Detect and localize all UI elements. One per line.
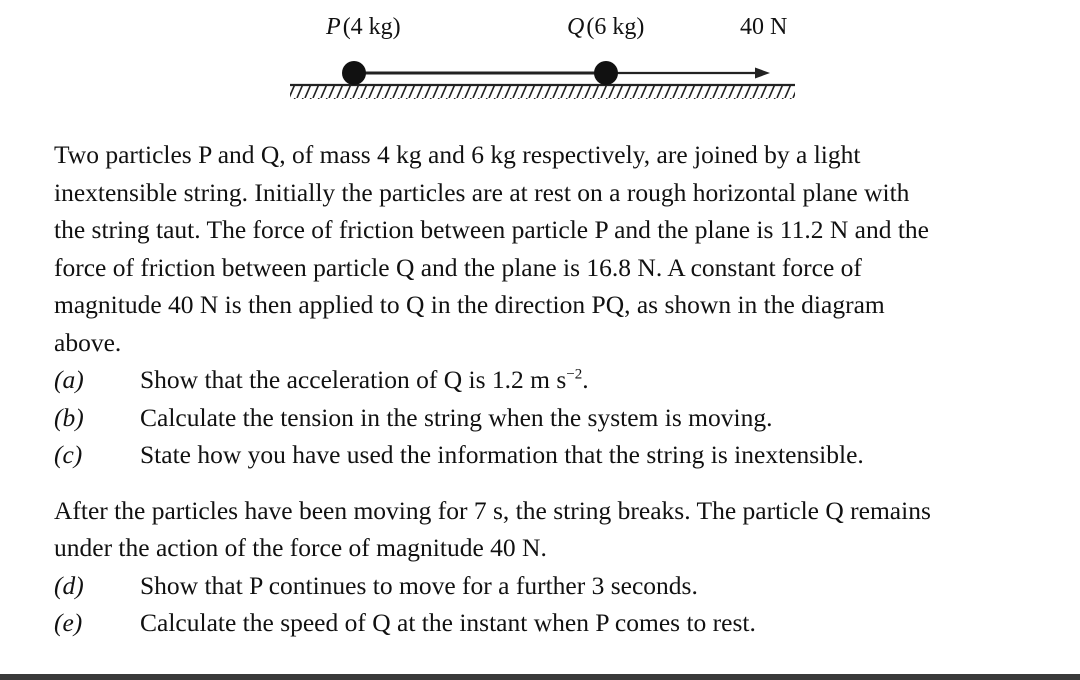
after-line: After the particles have been moving for 7 s, the string breaks. The particle Q remains	[54, 495, 931, 525]
part-text: Calculate the tension in the string when the system is moving.	[140, 402, 773, 432]
part-a	[54, 361, 1054, 399]
after-line: under the action of the force of magnitude 40 N.	[54, 533, 547, 562]
part-text: Show that P continues to move for a further 3 seconds.	[140, 570, 698, 600]
part-d	[54, 567, 1054, 605]
particle-p	[342, 61, 366, 85]
part-a-main: Show that the acceleration of Q is 1.2 m s	[140, 365, 567, 394]
particle-q-name: Q	[567, 14, 585, 40]
bottom-border	[0, 674, 1080, 680]
part-text: State how you have used the information that the string is inextensible.	[140, 440, 864, 469]
particle-p-name: P	[326, 14, 341, 40]
force-arrow-head	[755, 68, 770, 79]
particle-q	[594, 61, 618, 85]
intro-line: magnitude 40 N is then applied to Q in the direction PQ, as shown in the diagram	[54, 290, 885, 319]
after-paragraph	[54, 492, 1054, 567]
part-text	[140, 361, 1054, 399]
part-label: (c)	[54, 440, 83, 469]
force-label: 40 N	[740, 14, 788, 40]
part-b	[54, 399, 1054, 437]
part-label: (d)	[54, 570, 84, 600]
particle-p-mass: (4 kg)	[342, 14, 401, 40]
diagram-svg	[0, 0, 1080, 120]
particle-q-mass: (6 kg)	[586, 14, 645, 40]
intro-line: the string taut. The force of friction between particle P and the plane is 11.2 N and the	[54, 215, 929, 244]
part-label: (a)	[54, 365, 84, 394]
intro-paragraph	[54, 136, 1054, 361]
part-e	[54, 604, 1054, 642]
part-text: Calculate the speed of Q at the instant when P comes to rest.	[140, 608, 756, 637]
part-label: (e)	[54, 608, 83, 637]
unit-exponent: −2	[566, 366, 583, 383]
ground-hatch	[290, 85, 795, 99]
diagram	[0, 0, 1080, 120]
intro-line: Two particles P and Q, of mass 4 kg and 6 kg respectively, are joined by a light	[54, 140, 861, 169]
question-text	[54, 136, 1054, 642]
part-c	[54, 436, 1054, 474]
part-label: (b)	[54, 402, 84, 432]
intro-line: inextensible string. Initially the particles are at rest on a rough horizontal plane with	[54, 177, 910, 207]
part-a-tail: .	[582, 365, 589, 394]
intro-line: force of friction between particle Q and the plane is 16.8 N. A constant force of	[54, 252, 862, 282]
intro-line: above.	[54, 327, 122, 357]
